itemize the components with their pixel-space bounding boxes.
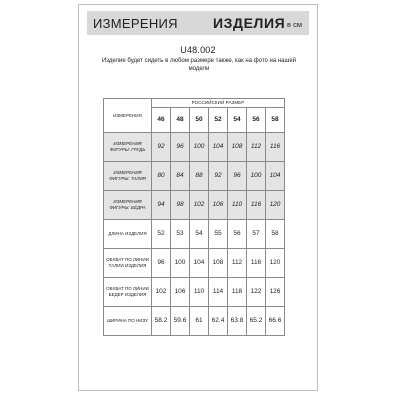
- header-title-garment: ИЗДЕЛИЯ: [213, 15, 286, 31]
- header-title-measurements: ИЗМЕРЕНИЯ: [93, 15, 178, 31]
- table-corner-label: ИЗМЕРЕНИЯ: [104, 99, 152, 133]
- row-label: ИЗМЕРЕНИЯ ФИГУРЫ: ГРУДЬ: [104, 133, 152, 162]
- table-cell: 55: [209, 220, 228, 249]
- table-cell: 100: [190, 133, 209, 162]
- table-cell: 66.6: [266, 307, 285, 336]
- row-label: ИЗМЕРЕНИЯ ФИГУРЫ: ТАЛИЯ: [104, 162, 152, 191]
- table-cell: 104: [209, 133, 228, 162]
- table-cell: 61: [190, 307, 209, 336]
- table-cell: 122: [247, 278, 266, 307]
- table-cell: 54: [190, 220, 209, 249]
- table-cell: 59.6: [171, 307, 190, 336]
- table-cell: 116: [247, 191, 266, 220]
- table-cell: 120: [266, 191, 285, 220]
- size-header-cell: 48: [171, 108, 190, 133]
- table-cell: 63.8: [228, 307, 247, 336]
- article-number: U48.002: [180, 45, 216, 55]
- table-cell: 96: [152, 249, 171, 278]
- table-cell: 98: [171, 191, 190, 220]
- table-cell: 52: [152, 220, 171, 249]
- table-row: [104, 307, 285, 336]
- row-label: ИЗМЕРЕНИЯ ФИГУРЫ: БЁДРА: [104, 191, 152, 220]
- size-header-cell: 52: [209, 108, 228, 133]
- table-cell: 96: [228, 162, 247, 191]
- size-table: [103, 98, 285, 336]
- table-cell: 120: [266, 249, 285, 278]
- table-cell: 92: [152, 133, 171, 162]
- table-cell: 126: [266, 278, 285, 307]
- size-header-cell: 50: [190, 108, 209, 133]
- table-row: [104, 191, 285, 220]
- table-cell: 104: [266, 162, 285, 191]
- table-cell: 58: [266, 220, 285, 249]
- table-cell: 53: [171, 220, 190, 249]
- table-cell: 96: [171, 133, 190, 162]
- size-header-cell: 54: [228, 108, 247, 133]
- header-unit: в см: [287, 20, 302, 29]
- table-cell: 104: [190, 249, 209, 278]
- row-label: ОБХВАТ ПО ЛИНИИ БЕДЕР ИЗДЕЛИЯ: [104, 278, 152, 307]
- table-cell: 110: [228, 191, 247, 220]
- size-header-cell: 58: [266, 108, 285, 133]
- table-cell: 106: [171, 278, 190, 307]
- header-bar: [87, 11, 309, 35]
- table-cell: 58.2: [152, 307, 171, 336]
- table-cell: 102: [190, 191, 209, 220]
- table-cell: 108: [209, 249, 228, 278]
- table-cell: 92: [209, 162, 228, 191]
- table-cell: 57: [247, 220, 266, 249]
- table-cell: 100: [171, 249, 190, 278]
- table-cell: 56: [228, 220, 247, 249]
- table-row: [104, 133, 285, 162]
- row-label: ДЛИНА ИЗДЕЛИЯ: [104, 220, 152, 249]
- table-cell: 114: [209, 278, 228, 307]
- row-label: ОБХВАТ ПО ЛИНИИ ТАЛИИ ИЗДЕЛИЯ: [104, 249, 152, 278]
- table-cell: 62.4: [209, 307, 228, 336]
- table-cell: 100: [247, 162, 266, 191]
- table-cell: 112: [228, 249, 247, 278]
- table-cell: 94: [152, 191, 171, 220]
- table-cell: 112: [247, 133, 266, 162]
- table-cell: 106: [209, 191, 228, 220]
- size-group-header: РОССИЙСКИЙ РАЗМЕР: [152, 99, 285, 108]
- table-cell: 80: [152, 162, 171, 191]
- table-cell: 118: [228, 278, 247, 307]
- table-cell: 108: [228, 133, 247, 162]
- size-header-cell: 46: [152, 108, 171, 133]
- table-cell: 110: [190, 278, 209, 307]
- table-cell: 102: [152, 278, 171, 307]
- table-row: [104, 220, 285, 249]
- table-row: [104, 249, 285, 278]
- row-label: ШИРИНА ПО НИЗУ: [104, 307, 152, 336]
- table-cell: 116: [247, 249, 266, 278]
- table-cell: 88: [190, 162, 209, 191]
- size-header-cell: 56: [247, 108, 266, 133]
- size-table-wrap: [103, 98, 285, 336]
- table-cell: 84: [171, 162, 190, 191]
- fit-note: Изделие будет сидеть в любом размере также, как на фото на нашей модели: [101, 58, 297, 72]
- table-cell: 65.2: [247, 307, 266, 336]
- table-row: [104, 162, 285, 191]
- table-row: [104, 278, 285, 307]
- table-cell: 116: [266, 133, 285, 162]
- size-chart-sheet: [78, 4, 318, 391]
